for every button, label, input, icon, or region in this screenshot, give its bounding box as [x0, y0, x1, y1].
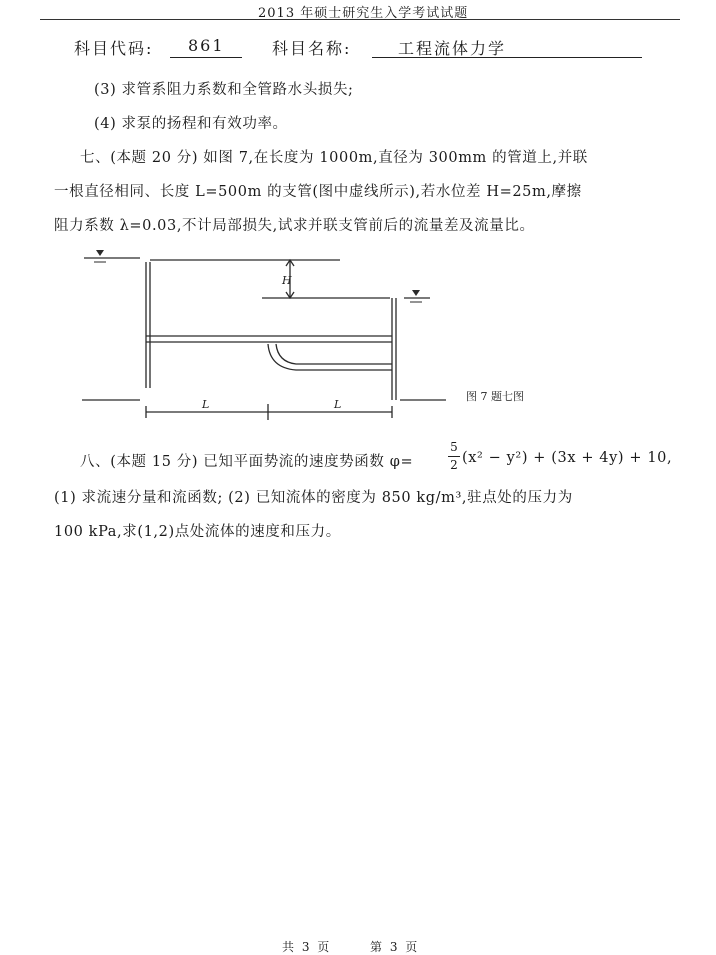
subject-name-underline — [372, 57, 642, 58]
q8-fraction-numerator: 5 — [450, 440, 458, 454]
branch-pipe-outer — [268, 344, 392, 370]
q8-line-3: 100 kPa,求(1,2)点处流体的速度和压力。 — [54, 524, 341, 540]
header-divider — [40, 19, 680, 20]
q8-line-1-suffix: (x² − y²) + (3x + 4y) + 10, — [462, 450, 673, 466]
q8-fraction-bar — [448, 456, 460, 457]
figure-h-label: H — [282, 274, 292, 287]
figure-7-pipe-diagram — [0, 240, 716, 430]
exam-header-title: 2013 年硕士研究生入学考试试题 — [258, 6, 469, 21]
lower-water-symbol — [412, 290, 420, 296]
q8-fraction-denominator: 2 — [450, 458, 458, 472]
branch-pipe-inner — [276, 344, 392, 364]
figure-l-label-right: L — [334, 398, 342, 411]
figure-l-label-left: L — [202, 398, 210, 411]
item-3: (3) 求管系阻力系数和全管路水头损失; — [94, 82, 354, 98]
q7-line-1: 七、(本题 20 分) 如图 7,在长度为 1000m,直径为 300mm 的管道上,并联 — [80, 150, 588, 166]
q7-line-3: 阻力系数 λ=0.03,不计局部损失,试求并联支管前后的流量差及流量比。 — [54, 218, 535, 234]
subject-code-label: 科目代码: — [74, 39, 154, 58]
subject-code-value: 861 — [188, 36, 225, 55]
subject-name-label: 科目名称: — [272, 39, 352, 58]
footer-current-page: 第 3 页 — [370, 940, 420, 954]
subject-name-value: 工程流体力学 — [398, 39, 507, 58]
upper-water-symbol — [96, 250, 104, 256]
q7-line-2: 一根直径相同、长度 L=500m 的支管(图中虚线所示),若水位差 H=25m,摩擦 — [54, 184, 582, 200]
footer-total-pages: 共 3 页 — [282, 940, 332, 954]
q8-line-1-prefix: 八、(本题 15 分) 已知平面势流的速度势函数 φ= — [80, 454, 414, 470]
figure-caption: 图 7 题七图 — [466, 390, 524, 403]
item-4: (4) 求泵的扬程和有效功率。 — [94, 116, 288, 132]
q8-line-2: (1) 求流速分量和流函数; (2) 已知流体的密度为 850 kg/m³,驻点处的压力为 — [54, 490, 573, 506]
subject-code-underline — [170, 57, 242, 58]
